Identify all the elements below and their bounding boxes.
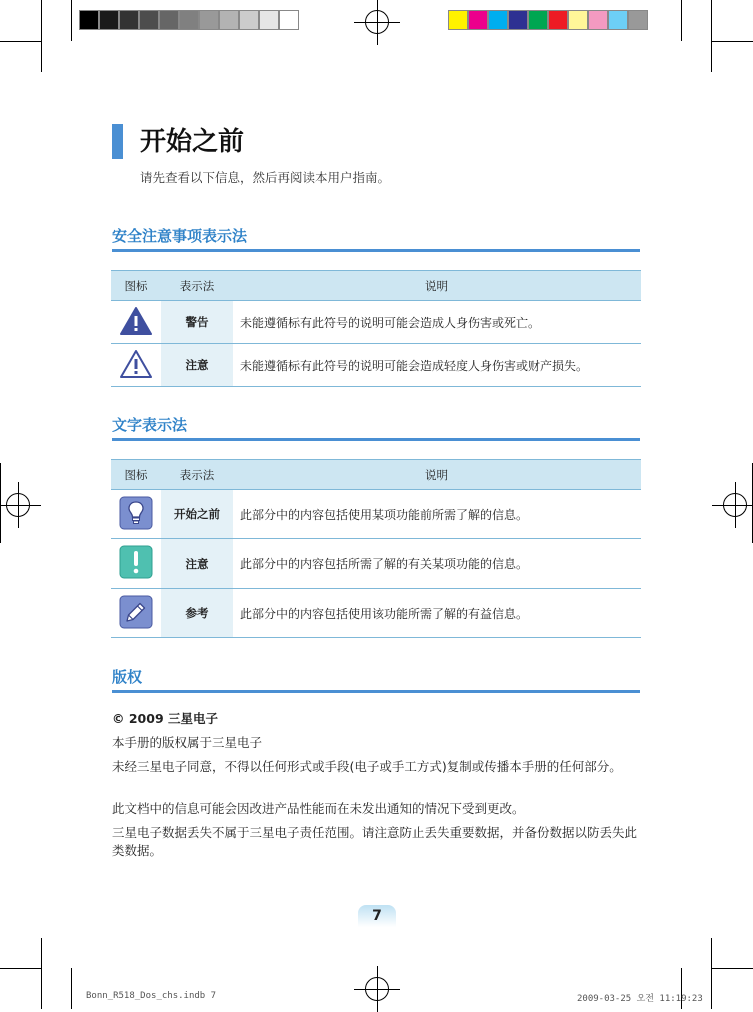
lightbulb-icon [119, 496, 153, 530]
table-row [111, 301, 641, 344]
crop-mark [711, 0, 712, 72]
color-swatch [259, 10, 279, 30]
crop-mark [0, 41, 41, 42]
section-heading-safety: 安全注意事项表示法 [112, 225, 640, 252]
row-desc: 未能遵循标有此符号的说明可能会造成人身伤害或死亡。 [233, 301, 641, 344]
crop-mark [41, 938, 42, 1009]
crop-mark [41, 0, 42, 72]
row-desc: 未能遵循标有此符号的说明可能会造成轻度人身伤害或财产损失。 [233, 344, 641, 387]
pencil-icon [119, 595, 153, 629]
copyright-owner: 本手册的版权属于三星电子 [112, 735, 263, 750]
crop-mark [71, 968, 72, 1009]
copyright-restriction: 未经三星电子同意，不得以任何形式或手段(电子或手工方式)复制或传播本手册的任何部分。 [112, 759, 622, 774]
col-header-name: 表示法 [161, 271, 233, 301]
title-accent-bar [112, 124, 123, 159]
color-swatch-row [448, 10, 648, 30]
page-subtitle: 请先查看以下信息，然后再阅读本用户指南。 [140, 170, 391, 185]
color-swatch [548, 10, 568, 30]
copyright-change-notice: 此文档中的信息可能会因改进产品性能而在未发出通知的情况下受到更改。 [112, 801, 525, 816]
crop-mark [711, 938, 712, 1009]
footer-file-info: Bonn_R518_Dos_chs.indb 7 [86, 991, 217, 1001]
color-swatch [508, 10, 528, 30]
row-name: 注意 [161, 539, 233, 589]
registration-mark [365, 977, 389, 1001]
color-swatch [279, 10, 299, 30]
row-name: 参考 [161, 589, 233, 638]
page-title: 开始之前 [140, 127, 245, 157]
footer-timestamp: 2009-03-25 오전 11:19:23 [577, 994, 703, 1004]
col-header-icon: 图标 [111, 460, 161, 490]
color-swatch [608, 10, 628, 30]
row-name: 警告 [161, 301, 233, 344]
col-header-desc: 说明 [233, 271, 641, 301]
section-heading-copyright: 版权 [112, 666, 640, 693]
color-swatch [159, 10, 179, 30]
color-swatch [468, 10, 488, 30]
color-swatch [588, 10, 608, 30]
crop-mark [681, 0, 682, 41]
row-desc: 此部分中的内容包括使用该功能所需了解的有益信息。 [233, 589, 641, 638]
crop-mark [712, 968, 753, 969]
color-swatch [448, 10, 468, 30]
color-swatch [99, 10, 119, 30]
safety-table [111, 270, 641, 387]
exclamation-icon [119, 545, 153, 579]
color-swatch [239, 10, 259, 30]
table-row [111, 589, 641, 638]
table-row [111, 490, 641, 539]
color-swatch [628, 10, 648, 30]
row-name: 注意 [161, 344, 233, 387]
color-swatch [568, 10, 588, 30]
crop-mark [0, 968, 41, 969]
color-swatch [199, 10, 219, 30]
col-header-icon: 图标 [111, 271, 161, 301]
color-swatch [219, 10, 239, 30]
section-heading-text: 文字表示法 [112, 414, 640, 441]
registration-mark [723, 493, 747, 517]
color-swatch [119, 10, 139, 30]
warning-outline-icon [119, 349, 153, 379]
crop-mark [712, 41, 753, 42]
row-desc: 此部分中的内容包括使用某项功能前所需了解的信息。 [233, 490, 641, 539]
warning-filled-icon [119, 306, 153, 336]
copyright-data-loss: 三星电子数据丢失不属于三星电子责任范围。请注意防止丢失重要数据，并备份数据以防丢失此类数据。 [112, 825, 638, 858]
color-swatch [528, 10, 548, 30]
color-swatch [179, 10, 199, 30]
color-swatch [79, 10, 99, 30]
row-desc: 此部分中的内容包括所需了解的有关某项功能的信息。 [233, 539, 641, 589]
row-name: 开始之前 [161, 490, 233, 539]
gray-swatch-row [79, 10, 299, 30]
color-swatch [139, 10, 159, 30]
text-notation-table [111, 459, 641, 638]
table-row [111, 344, 641, 387]
crop-mark [71, 0, 72, 41]
page-number: 7 [358, 905, 396, 927]
crop-mark [0, 463, 1, 543]
color-swatch [488, 10, 508, 30]
col-header-desc: 说明 [233, 460, 641, 490]
registration-mark [365, 10, 389, 34]
copyright-notice: © 2009 三星电子 [112, 711, 218, 726]
table-row [111, 539, 641, 589]
col-header-name: 表示法 [161, 460, 233, 490]
registration-mark [6, 493, 30, 517]
